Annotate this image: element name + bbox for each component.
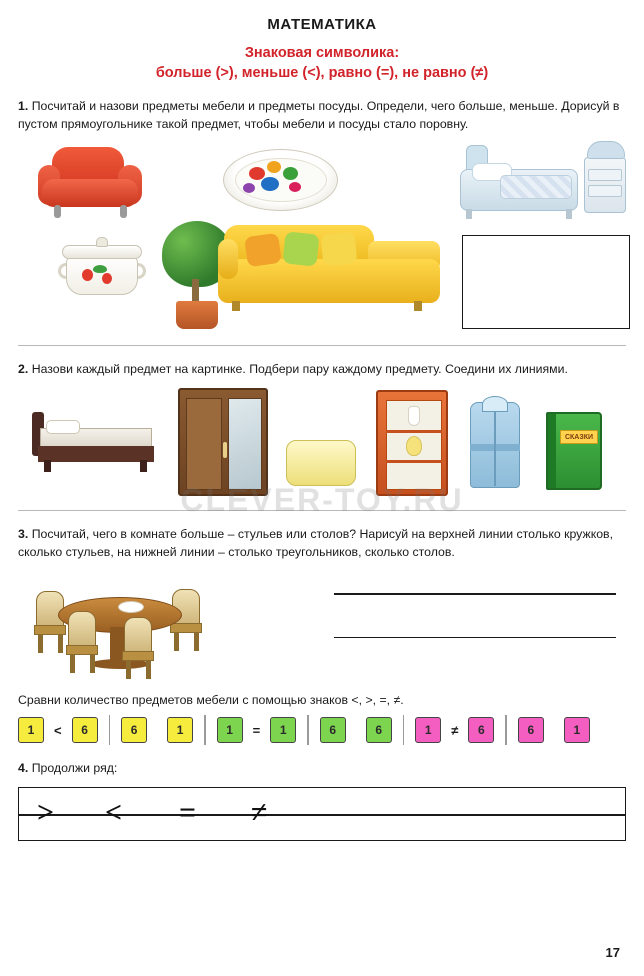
plate-illustration	[223, 149, 338, 211]
watermark: CLEVER-TOY.RU	[180, 482, 464, 518]
card-separator	[109, 715, 111, 745]
compare-instruction: Сравни количество предметов мебели с помощью знаков <, >, =, ≠.	[18, 693, 404, 707]
answer-line-circles[interactable]	[334, 593, 616, 595]
task-4-text	[18, 759, 626, 777]
compare-group-3	[217, 717, 297, 743]
empty-drawing-box[interactable]	[462, 235, 630, 329]
task-3-answer-lines[interactable]	[334, 593, 616, 680]
number-card[interactable]: 1	[18, 717, 44, 743]
task-1-instruction: Посчитай и назови предметы мебели и предметы посуды. Определи, чего больше, меньше. Дорисуй в пустом прямоугольнике такой предмет, чтобы мебели и посуды стало поровну.	[18, 99, 620, 131]
compare-cards-row	[18, 715, 626, 745]
task-1-number: 1.	[18, 99, 29, 113]
number-card[interactable]: 1	[217, 717, 243, 743]
compare-group-4	[320, 717, 392, 743]
compare-group-2	[121, 717, 193, 743]
answer-line-triangles[interactable]	[334, 637, 616, 639]
task-2-text	[18, 360, 626, 378]
task-2-number: 2.	[18, 362, 29, 376]
worksheet-page	[0, 16, 644, 976]
sofa-illustration	[218, 215, 448, 331]
comparison-sign: =	[252, 722, 261, 738]
number-card[interactable]: 6	[468, 717, 494, 743]
number-card[interactable]: 6	[518, 717, 544, 743]
bookshelf-illustration	[376, 390, 448, 496]
book-illustration	[546, 412, 602, 490]
pillow-illustration	[286, 440, 356, 486]
number-card[interactable]: 1	[415, 717, 441, 743]
section-divider-2	[18, 510, 626, 511]
coat-illustration	[464, 388, 526, 496]
task-3-number: 3.	[18, 527, 29, 541]
number-card[interactable]: 6	[121, 717, 147, 743]
page-number: 17	[605, 945, 620, 960]
task-1-text	[18, 97, 626, 133]
subtitle-line-1: Знаковая символика:	[244, 45, 400, 61]
sequence-symbol-3: =	[179, 796, 197, 829]
number-card[interactable]: 6	[320, 717, 346, 743]
task-1-illustrations	[18, 139, 626, 335]
sequence-symbol-4: ≠	[251, 796, 268, 829]
number-card[interactable]: 6	[366, 717, 392, 743]
wardrobe-illustration	[178, 388, 268, 496]
subtitle-line-2: больше (>), меньше (<), равно (=), не равно (≠)	[155, 65, 489, 81]
comparison-sign: <	[54, 722, 62, 738]
sequence-symbol-1: >	[37, 796, 55, 829]
page-subtitle	[18, 43, 626, 83]
task-3-instruction: Посчитай, чего в комнате больше – стульев или столов? Нарисуй на верхней линии столько кружков, сколько стульев, на нижней линии – столько треугольников, сколько столов.	[18, 527, 613, 559]
bed-illustration	[448, 141, 633, 233]
compare-group-5	[415, 717, 494, 743]
section-divider-1	[18, 345, 626, 346]
task-4-number: 4.	[18, 761, 29, 775]
card-separator	[403, 715, 405, 745]
number-card[interactable]: 1	[564, 717, 590, 743]
armchair-illustration	[38, 147, 148, 222]
cooking-pot-illustration	[58, 235, 148, 305]
page-title: МАТЕМАТИКА	[267, 16, 377, 33]
sequence-symbol-2: <	[105, 796, 123, 829]
number-card[interactable]: 1	[167, 717, 193, 743]
book-label: СКАЗКИ	[560, 430, 598, 444]
task-2-illustrations	[18, 384, 626, 500]
comparison-sign: ≠	[451, 722, 459, 738]
compare-group-1	[18, 717, 98, 743]
bed-small-illustration	[32, 412, 158, 474]
card-separator	[307, 715, 309, 745]
task-3-illustration-area	[18, 567, 626, 687]
compare-group-6	[518, 717, 590, 743]
card-separator	[204, 715, 206, 745]
number-card[interactable]: 6	[72, 717, 98, 743]
task-4-instruction: Продолжи ряд:	[31, 761, 118, 775]
dining-table-illustration	[32, 567, 212, 685]
card-separator	[505, 715, 507, 745]
task-3-text	[18, 525, 626, 561]
sequence-box[interactable]	[18, 787, 626, 841]
number-card[interactable]: 1	[270, 717, 296, 743]
task-2-instruction: Назови каждый предмет на картинке. Подбери пару каждому предмету. Соедини их линиями.	[31, 362, 568, 376]
